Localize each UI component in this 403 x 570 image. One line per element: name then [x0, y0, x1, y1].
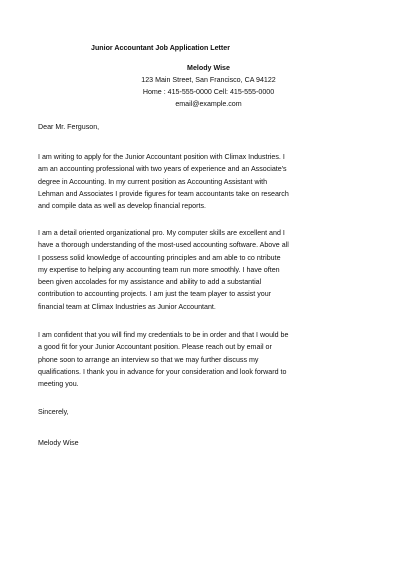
- body-paragraph-3: I am confident that you will find my credentials to be in order and that I would be a good fit for your Junior Accountant position. Please reach out by email or phone soon to arrange an interview so that we may further discuss my qualifications. I thank you in advance for your consideration and look forward to meeting you.: [38, 331, 289, 388]
- letter-title: Junior Accountant Job Application Letter: [91, 44, 230, 52]
- body-paragraph-2: I am a detail oriented organizational pro. My computer skills are excellent and I have a thorough understanding of the most-used accounting software. Above all I possess solid knowledge of accounting principles and am able to co ntribute my expertise to helping any accounting team run more smoothly. I have often been given accolades for my assistance and ability to add a substantial contribution to accounting projects. I am just the team player to assist your financial team at Climax Industries as Junior Accountant.: [38, 229, 289, 311]
- body-paragraph-1: I am writing to apply for the Junior Accountant position with Climax Industries. I am an accounting professional with two years of experience and an Associate's degree in Accounting. In my current position as Accounting Assistant with Lehman and Associates I provide figures for team accountants take on research and compile data as well as develop financial reports.: [38, 153, 289, 210]
- sender-address: 123 Main Street, San Francisco, CA 94122: [141, 76, 276, 84]
- signature-name: Melody Wise: [38, 439, 79, 447]
- greeting: Dear Mr. Ferguson,: [38, 123, 100, 131]
- sender-phones: Home : 415-555-0000 Cell: 415-555-0000: [142, 88, 275, 96]
- sender-email: email@example.com: [175, 100, 242, 108]
- sender-name: Melody Wise: [187, 64, 230, 72]
- closing: Sincerely,: [38, 408, 69, 416]
